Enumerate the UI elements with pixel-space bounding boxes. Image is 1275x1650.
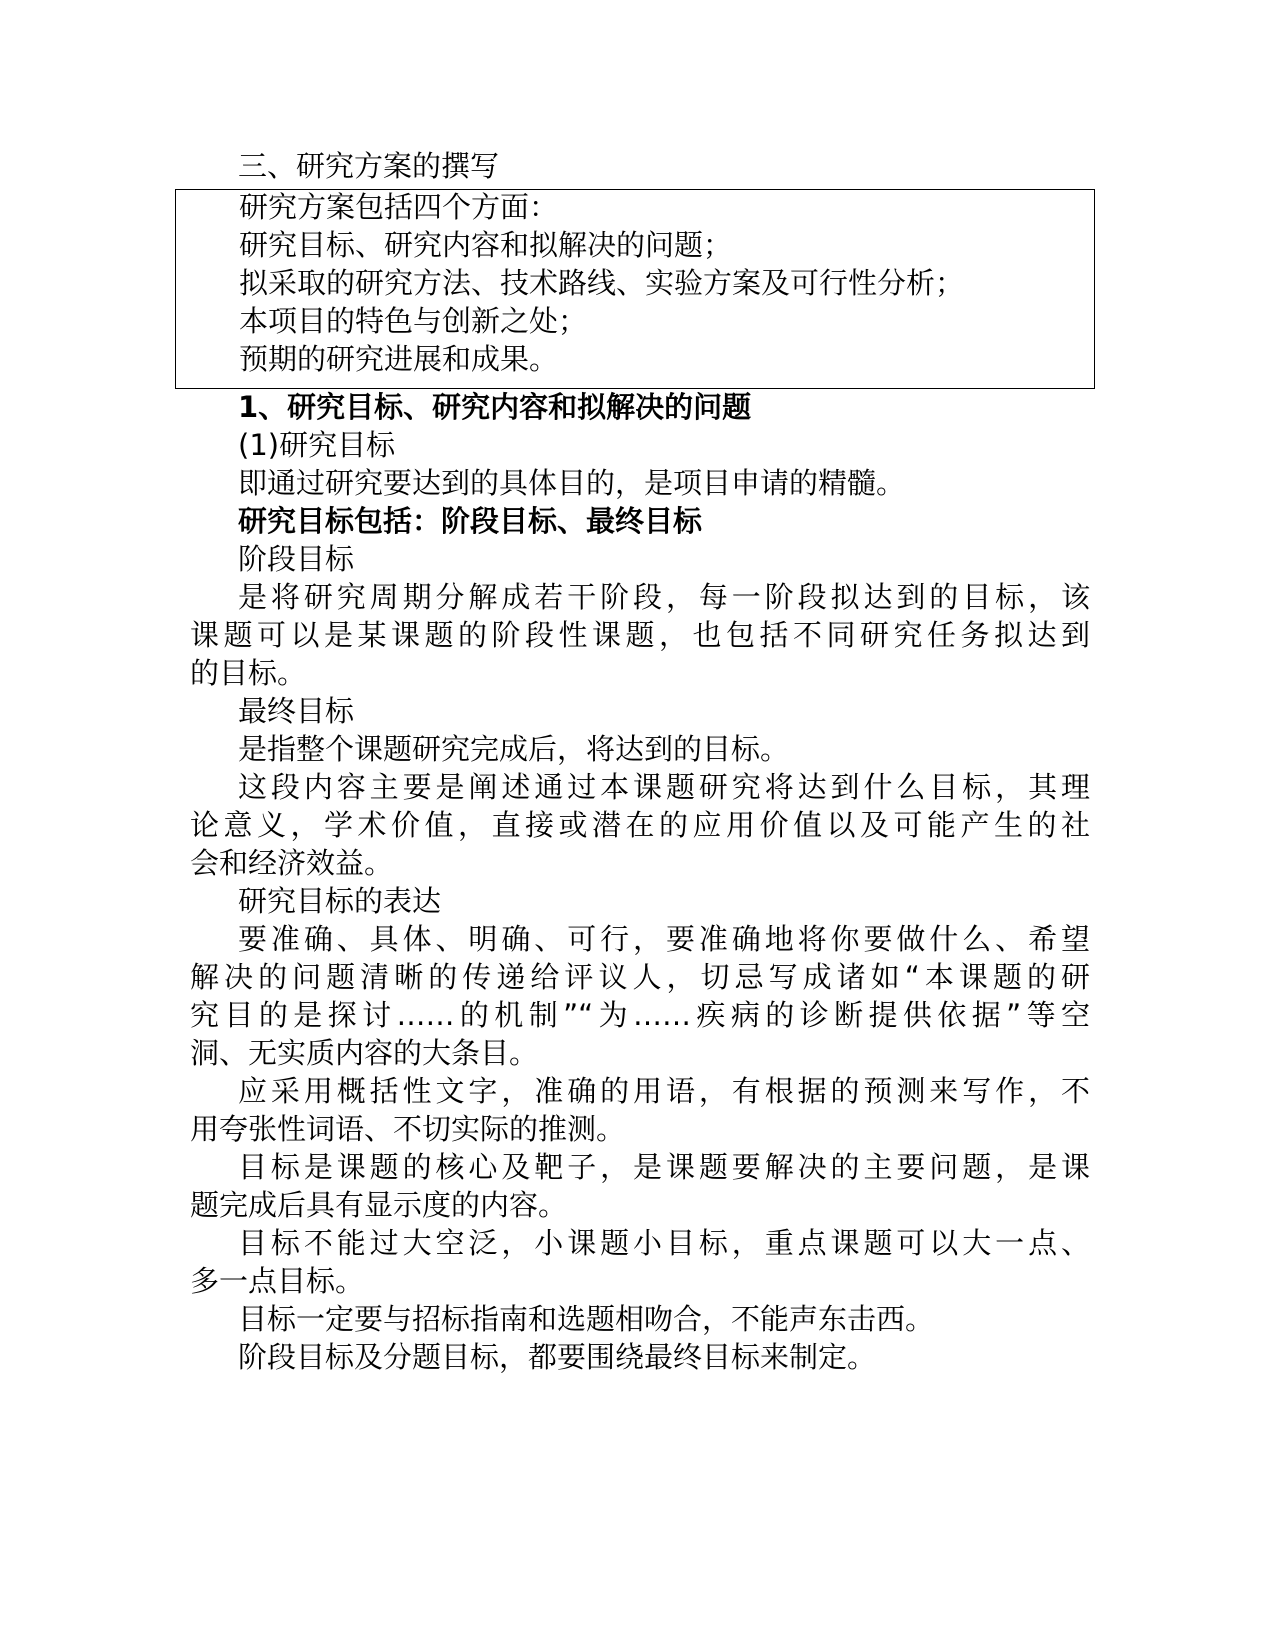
summary-item: 研究目标、研究内容和拟解决的问题；: [239, 228, 733, 262]
summary-intro: 研究方案包括四个方面：: [239, 190, 559, 224]
summary-item: 本项目的特色与创新之处；: [239, 304, 588, 338]
section-heading: 三、研究方案的撰写: [238, 149, 500, 183]
expression-para-line: 究目的是探讨……的机制”“为……疾病的诊断提供依据”等空: [190, 998, 1090, 1032]
stage-goal-line: 是将研究周期分解成若干阶段，每一阶段拟达到的目标，该: [238, 580, 1090, 614]
expression-para-line: 阶段目标及分题目标，都要围绕最终目标来制定。: [238, 1340, 877, 1374]
stage-goal-title: 阶段目标: [238, 542, 355, 576]
stage-goal-line: 的目标。: [190, 656, 307, 690]
expression-para-line: 应采用概括性文字，准确的用语，有根据的预测来写作，不: [238, 1074, 1090, 1108]
expression-para-line: 洞、无实质内容的大条目。: [190, 1036, 539, 1070]
expression-para-line: 用夸张性词语、不切实际的推测。: [190, 1112, 626, 1146]
expression-para-line: 目标一定要与招标指南和选题相吻合，不能声东击西。: [238, 1302, 935, 1336]
expression-para-line: 多一点目标。: [190, 1264, 365, 1298]
content-summary-line: 论意义，学术价值，直接或潜在的应用价值以及可能产生的社: [190, 808, 1090, 842]
content-summary-line: 这段内容主要是阐述通过本课题研究将达到什么目标，其理: [238, 770, 1090, 804]
expression-para-line: 目标不能过大空泛，小课题小目标，重点课题可以大一点、: [238, 1226, 1090, 1260]
final-goal-text: 是指整个课题研究完成后，将达到的目标。: [238, 732, 790, 766]
expression-para-line: 解决的问题清晰的传递给评议人，切忌写成诸如“本课题的研: [190, 960, 1090, 994]
subsection-heading: 1、研究目标、研究内容和拟解决的问题: [238, 390, 752, 424]
expression-para-line: 目标是课题的核心及靶子，是课题要解决的主要问题，是课: [238, 1150, 1090, 1184]
expression-title: 研究目标的表达: [238, 884, 442, 918]
final-goal-title: 最终目标: [238, 694, 355, 728]
summary-item: 预期的研究进展和成果。: [239, 342, 559, 376]
content-summary-line: 会和经济效益。: [190, 846, 394, 880]
definition-text: 即通过研究要达到的具体目的，是项目申请的精髓。: [238, 466, 906, 500]
expression-para-line: 题完成后具有显示度的内容。: [190, 1188, 568, 1222]
summary-box: [175, 189, 1095, 389]
goal-types-heading: 研究目标包括：阶段目标、最终目标: [238, 504, 703, 538]
stage-goal-line: 课题可以是某课题的阶段性课题，也包括不同研究任务拟达到: [190, 618, 1090, 652]
summary-item: 拟采取的研究方法、技术路线、实验方案及可行性分析；: [239, 266, 965, 300]
expression-para-line: 要准确、具体、明确、可行，要准确地将你要做什么、希望: [238, 922, 1090, 956]
item-heading: (1)研究目标: [238, 428, 396, 462]
